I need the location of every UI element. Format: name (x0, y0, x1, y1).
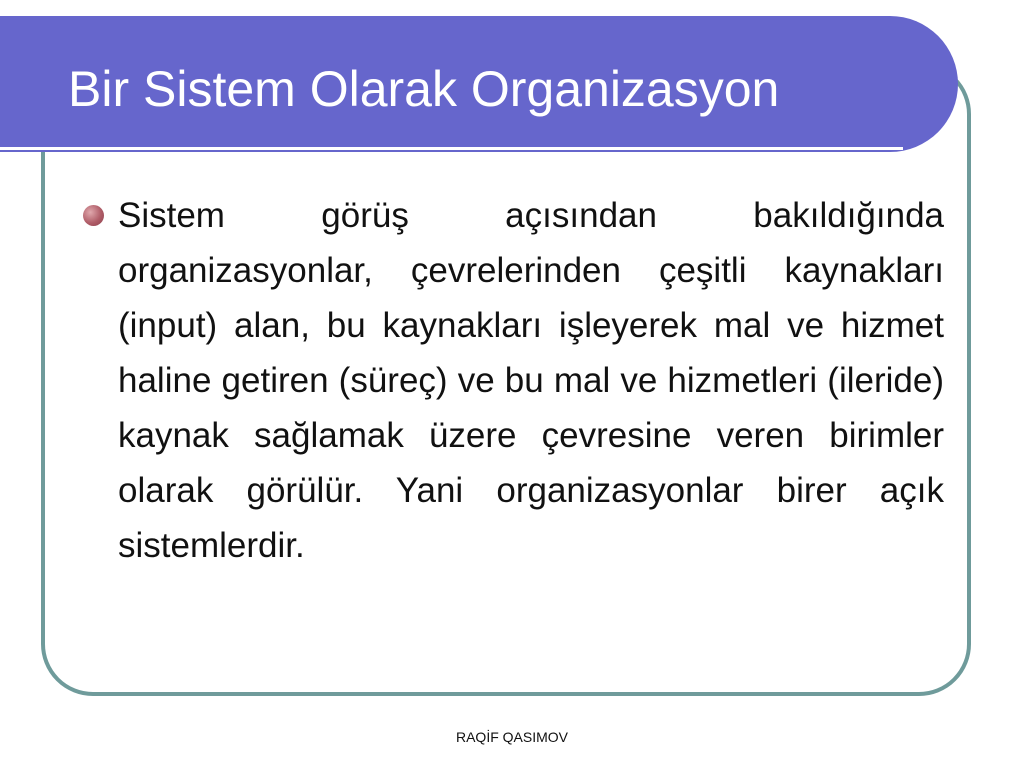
title-bar (0, 16, 958, 152)
footer-author: RAQİF QASIMOV (455, 729, 568, 745)
bullet-text: Sistem görüş açısından bakıldığında organizasyonlar, çevrelerinden çeşitli kaynakları (input) alan, bu kaynakları işleyerek mal ve hizmet haline getiren (süreç) ve bu mal ve hizmetleri (ileride) kaynak sağlamak üzere çevresine veren birimler olarak görülür. Yani organizasyonlar birer açık sistemlerdir. (118, 196, 944, 565)
title-underline (0, 147, 903, 150)
bullet-icon (83, 205, 104, 226)
slide-title: Bir Sistem Olarak Organizasyon (68, 61, 780, 117)
